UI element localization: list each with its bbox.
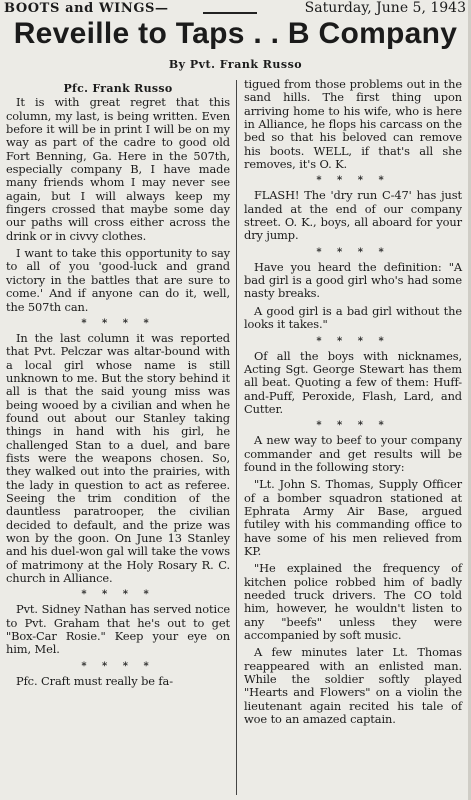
- left-column: [0, 78, 236, 798]
- section-separator: * * * *: [81, 660, 155, 672]
- column-divider: [236, 80, 237, 795]
- paragraph: It is with great regret that this column, my last, is being written. Even before it will be in print I will be on my way as part of the cadre to good old Fort Benning, Ga. Here in the 507th, especially company B, I have made many friends whom I may never see again, but I will always keep my fingers crossed that maybe some day our paths will cross either across the drink or in civvy clothes.: [6, 95, 230, 243]
- paragraph: Pvt. Sidney Nathan has served notice to Pvt. Graham that he's out to get "Box-Car Rosie." Keep your eye on him, Mel.: [6, 602, 230, 657]
- section-separator: * * * *: [316, 335, 390, 347]
- section-title: BOOTS and WINGS—: [4, 0, 169, 16]
- paragraph: A few minutes later Lt. Thomas reappeared with an enlisted man. While the soldier softly played "Hearts and Flowers" on a violin the lieutenant again recited his tale of woe to an amazed captain.: [244, 645, 462, 727]
- section-separator: * * * *: [316, 420, 390, 432]
- paragraph: "Lt. John S. Thomas, Supply Officer of a bomber squadron stationed at Ephrata Army Air Base, argued futiley with his commanding office to have some of his men relieved from KP.: [244, 477, 462, 558]
- paragraph: tigued from those problems out in the sand hills. The first thing upon arriving home to his wife, who is here in Alliance, he flops his carcass on the bed so that his beloved can remove his boots. WELL, if that's all she removes, it's O. K.: [244, 77, 462, 172]
- paragraph: Of all the boys with nicknames, Acting Sgt. George Stewart has them all beat. Quoting a few of them: Huff-and-Puff, Peroxide, Flash, Lard, and Cutter.: [244, 348, 462, 416]
- paragraph: A good girl is a bad girl without the looks it takes.": [244, 303, 462, 332]
- paragraph: Pfc. Craft must really be fa-: [16, 673, 173, 688]
- paragraph: A new way to beef to your company commander and get results will be found in the following story:: [244, 433, 462, 474]
- column-subhead: Pfc. Frank Russo: [63, 82, 173, 95]
- headline: Reveille to Taps . . B Company: [13, 17, 458, 50]
- paragraph: I want to take this opportunity to say to all of you 'good-luck and grand victory in the battles that are sure to come.' And if anyone can do it, well, the 507th can.: [6, 246, 230, 314]
- section-separator: * * * *: [81, 589, 155, 601]
- paragraph: Have you heard the definition: "A bad girl is a good girl who's had some nasty breaks.: [244, 259, 462, 301]
- section-separator: * * * *: [316, 175, 390, 187]
- paragraph: "He explained the frequency of kitchen police robbed him of badly needed truck drivers. The CO told him, however, he wouldn't listen to any "beefs" unless they were accompanied by soft music.: [244, 561, 462, 643]
- section-separator: * * * *: [316, 246, 390, 258]
- issue-date: Saturday, June 5, 1943: [304, 0, 466, 16]
- byline: By Pvt. Frank Russo: [168, 58, 303, 71]
- paragraph: In the last column it was reported that Pvt. Pelczar was altar-bound with a local girl whose name is still unknown to me. But the story behind it all is that the said young miss was being wooed by a civilian and when he found out about our Stanley taking things in hand with his girl, he challenged Stan to a duel, and bare fists were the weapons chosen. So, they walked out into the prairies, with the lady in question to act as referee. Seeing the trim condition of the dauntless paratrooper, the civilian decided to default, and the prize was won by the goon. On June 13 Stanley and his duel-won gal will take the vows of matrimony at the Holy Rosary R. C. church in Alliance.: [6, 330, 230, 586]
- section-separator: * * * *: [81, 317, 155, 329]
- right-column: [238, 78, 466, 798]
- paragraph: FLASH! The 'dry run C-47' has just landed at the end of our company street. O. K., boys, all aboard for your dry jump.: [244, 188, 462, 243]
- masthead-rule: [203, 12, 257, 14]
